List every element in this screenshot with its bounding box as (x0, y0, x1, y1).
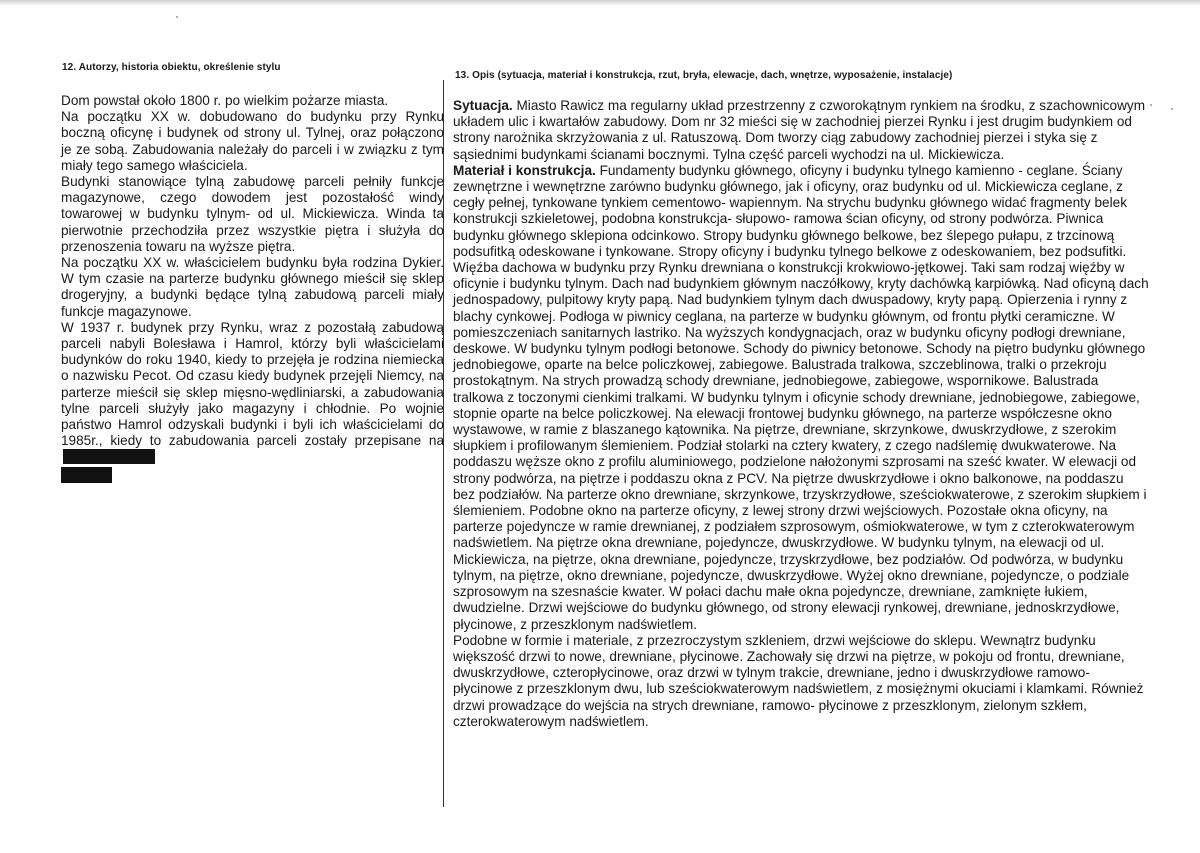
description-section-situation (453, 98, 1149, 163)
redaction-block (61, 467, 112, 483)
right-column-heading: 13. Opis (sytuacja, materiał i konstrukcja, rzut, bryła, elewacje, dach, wnętrze, wyposażenie, instalacje) (455, 70, 953, 81)
history-paragraph: Na początku XX w. właścicielem budynku była rodzina Dykier. W tym czasie na parterze budynku głównego mieścił się sklep drogeryjny, a budynki będące tylną zabudową parceli miały funkcje magazynowe. (61, 255, 444, 319)
history-paragraph: Na początku XX w. dobudowano do budynku przy Rynku boczną oficynę i budynek od strony ul. Tylnej, oraz połączono je ze sobą. Zabudowania należały do parceli i w związku z tym miały tego samego właściciela. (61, 109, 444, 173)
scan-speck (1150, 104, 1152, 106)
section-label: Sytuacja. (453, 98, 513, 113)
section-label: Materiał i konstrukcja. (453, 162, 596, 178)
redaction-block (63, 449, 155, 464)
scan-edge-shadow (0, 0, 1200, 6)
scan-speck (176, 16, 178, 18)
section-text: Podobne w formie i materiale, z przezroczystym szkleniem, drzwi wejściowe do sklepu. Wewnątrz budynku większość drzwi to nowe, drewniane, płycinowe. Zachowały się drzwi na piętrze, w pokoju od frontu, drewniane, dwuskrzydłowe, czteropłycinowe, oraz drzwi w tylnym trakcie, drewniane, jedno i dwuskrzydłowe ramowo- płycinowe z przeszklonym dwu, lub sześciokwaterowym nadświetlem, z mosiężnymi okuciami i klamkami. Również drzwi prowadzące do wejścia na strych drewniane, ramowo- płycinowe z przeszklonym, zielonym szkłem, czterokwaterowym nadświetlem. (453, 632, 1144, 729)
history-paragraph: Dom powstał około 1800 r. po wielkim pożarze miasta. (61, 93, 389, 108)
section-text: Fundamenty budynku głównego, oficyny i budynku tylnego kamienno - ceglane. Ściany zewnętrzne i wewnętrzne zarówno budynku głównego, jak i oficyny, oraz budynku od ul. Mickiewicza ceglane, z cegły pełnej, tynkowane tynkiem cementowo- wapiennym. Na strychu budynku głównego widać fragmenty belek konstrukcji szkieletowej, podobna konstrukcja- słupowo- ramowa ścian oficyny, od strony podwórza. Piwnica budynku głównego sklepiona odcinkowo. Stropy budynku głównego belkowe, bez ślepego pułapu, z trzcinową podsufitką odeskowane i tynkowane. Stropy oficyny i budynku tylnego belkowe z odeskowaniem, bez podsufitki. Więźba dachowa w budynku przy Rynku drewniana o konstrukcji krokwiowo-jętkowej. Taki sam rodzaj więźby w oficynie i budynku tylnym. Dach nad budynkiem głównym naczółkowy, kryty dachówką karpiówką. Nad oficyną dach jednospadowy, pulpitowy kryty papą. Nad budynkiem tylnym dach dwuspadowy, kryty papą. Opierzenia i rynny z blachy cynkowej. Podłoga w piwnicy ceglana, na parterze w budynku głównym, od frontu płytki ceramiczne. W pomieszczeniach sanitarnych lastriko. Na wyższych kondygnacjach, oraz w budynku oficyny podłogi drewniane, deskowe. W budynku tylnym podłogi betonowe. Schody do piwnicy betonowe. Schody na piętro budynku głównego jednobiegowe, oparte na belce policzkowej, zabiegowe. Balustrada tralkowa, szczeblinowa, tralki o przekroju prostokątnym. Na strych prowadzą schody drewniane, jednobiegowe, zabiegowe, wspornikowe. Balustrada tralkowa z toczonymi cienkimi tralkami. W budynku tylnym i oficynie schody drewniane, jednobiegowe, zabiegowe, stopnie oparte na belce policzkowej. Na elewacji frontowej budynku głównego, na parterze współczesne okno wystawowe, w ramie z blaszanego kątownika. Na piętrze, drewniane, skrzynkowe, dwuskrzydłowe, z szerokim słupkiem i profilowanym ślemieniem. Podział stolarki na cztery kwatery, z czego nadślemię dwukwaterowe. Na poddaszu węższe okno z profilu aluminiowego, podzielone nałożonymi szprosami na sześć kwater. W elewacji od strony podwórza, na piętrze i poddaszu okna z PCV. Na piętrze dwuskrzydłowe i okno balkonowe, na poddaszu bez podziałów. Na parterze okno drewniane, skrzynkowe, trzyskrzydłowe, sześciokwaterowe, z szerokim słupkiem i ślemieniem. Podobne okno na parterze oficyny, z lewej strony drzwi wejściowych. Pozostałe okna oficyny, na parterze pojedyncze w ramie drewnianej, z podziałem szprosowym, ośmiokwaterowe, w tym z czterokwaterowym nadświetlem. Na piętrze okna drewniane, pojedyncze, dwuskrzydłowe. W budynku tylnym, na elewacji od ul. Mickiewicza, na piętrze, okna drewniane, pojedyncze, trzyskrzydłowe, bez podziałów. Od podwórza, w budynku tylnym, na piętrze, okno drewniane, pojedyncze, dwuskrzydłowe. Wyżej okno drewniane, pojedyncze, o podziale szprosowym na szesnaście kwater. W połaci dachu małe okna pojedyncze, drewniane, zamknięte łukiem, dwudzielne. Drzwi wejściowe do budynku głównego, od strony elewacji rynkowej, drewniane, jednoskrzydłowe, płycinowe, z przeszklonym nadświetlem. (453, 162, 1149, 632)
history-paragraph: Budynki stanowiące tylną zabudowę parceli pełniły funkcje magazynowe, czego dowodem jest pozostałość windy towarowej w budynku tylnym- od ul. Mickiewicza. Winda ta pierwotnie przechodziła przez wszystkie piętra i służyła do przenoszenia towaru na wyższe piętra. (61, 174, 444, 254)
description-section-material (453, 163, 1149, 633)
scan-speck (1171, 108, 1173, 110)
history-column (61, 93, 444, 483)
description-column (453, 98, 1149, 730)
section-text: Miasto Rawicz ma regularny układ przestrzenny z czworokątnym rynkiem na środku, z szachownicowym układem ulic i kwartałów zabudowy. Dom nr 32 mieści się w zachodniej pierzei Rynku i jest drugim budynkiem od strony narożnika skrzyżowania z ul. Ratuszową. Dom tworzy ciąg zabudowy zachodniej pierzei i styka się z sąsiednimi budynkami ścianami bocznymi. Tylna część parceli wychodzi na ul. Mickiewicza. (453, 98, 1146, 162)
history-paragraph-text: W 1937 r. budynek przy Rynku, wraz z pozostałą zabudową parceli nabyli Bolesława i Hamrol, którzy byli właścicielami budynków do roku 1940, kiedy to przejęła je rodzina niemiecka o nazwisku Pecot. Od czasu kiedy budynek przejęli Niemcy, na parterze mieścił się sklep mięsno-wędliniarski, a zabudowania tylne parceli służyły jako magazyny i chłodnie. Po wojnie państwo Hamrol odzyskali budynki i byli ich właścicielami do 1985r., kiedy to zabudowania parceli zostały przepisane na (61, 319, 444, 449)
history-paragraph-last (61, 320, 444, 483)
left-column-heading: 12. Autorzy, historia obiektu, określenie stylu (62, 62, 281, 73)
description-section-doors (453, 633, 1149, 730)
